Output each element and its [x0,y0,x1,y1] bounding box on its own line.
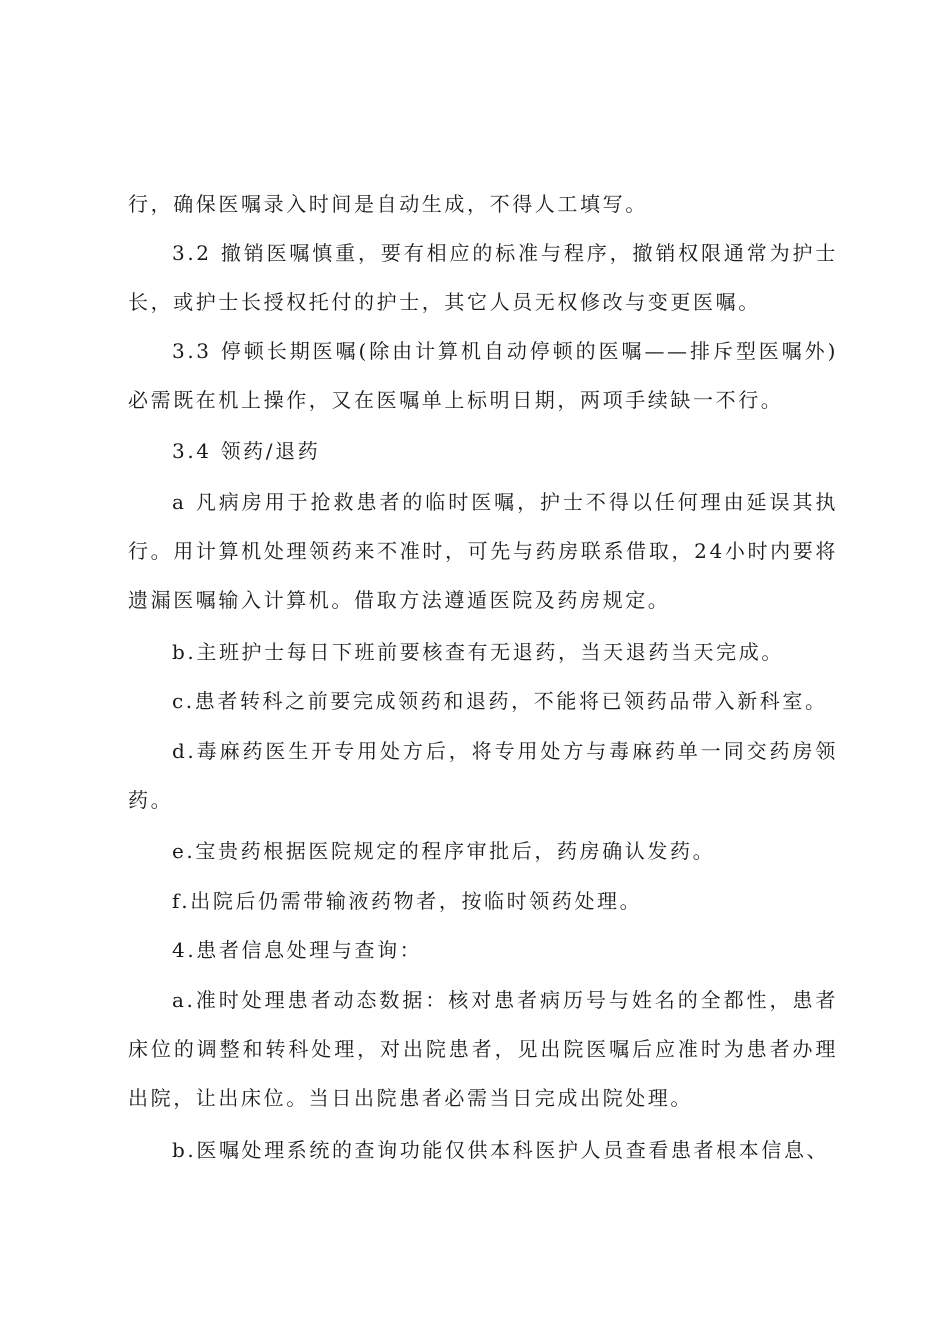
paragraph-3-2: 3.2 撤销医嘱慎重，要有相应的标准与程序，撤销权限通常为护士长，或护士长授权托付的护士，其它人员无权修改与变更医嘱。 [128,241,838,314]
paragraph-3-4-f: f.出院后仍需带输液药物者，按临时领药处理。 [172,889,643,913]
paragraph-3-4-d: d.毒麻药医生开专用处方后，将专用处方与毒麻药单一同交药房领药。 [128,739,838,812]
paragraph-4-b: b.医嘱处理系统的查询功能仅供本科医护人员查看患者根本信息、 [172,1138,830,1162]
paragraph-3-4-c: c.患者转科之前要完成领药和退药，不能将已领药品带入新科室。 [172,689,828,713]
paragraph-continuation: 行，确保医嘱录入时间是自动生成，不得人工填写。 [128,192,648,216]
paragraph-3-3: 3.3 停顿长期医嘱(除由计算机自动停顿的医嘱——排斥型医嘱外)必需既在机上操作，又在医嘱单上标明日期，两项手续缺一不行。 [128,339,838,412]
paragraph-3-4-e: e.宝贵药根据医院规定的程序审批后，药房确认发药。 [172,839,716,863]
paragraph-3-4-b: b.主班护士每日下班前要核查有无退药，当天退药当天完成。 [172,640,784,664]
paragraph-4-a: a.准时处理患者动态数据：核对患者病历号与姓名的全都性，患者床位的调整和转科处理，对出院患者，见出院医嘱后应准时为患者办理出院，让出床位。当日出院患者必需当日完成出院处理。 [128,988,838,1110]
heading-4: 4.患者信息处理与查询： [172,938,423,962]
paragraph-3-4-a: a 凡病房用于抢救患者的临时医嘱，护士不得以任何理由延误其执行。用计算机处理领药来不准时，可先与药房联系借取，24小时内要将遗漏医嘱输入计算机。借取方法遵遁医院及药房规定。 [128,490,838,612]
heading-3-4: 3.4 领药/退药 [172,439,321,463]
